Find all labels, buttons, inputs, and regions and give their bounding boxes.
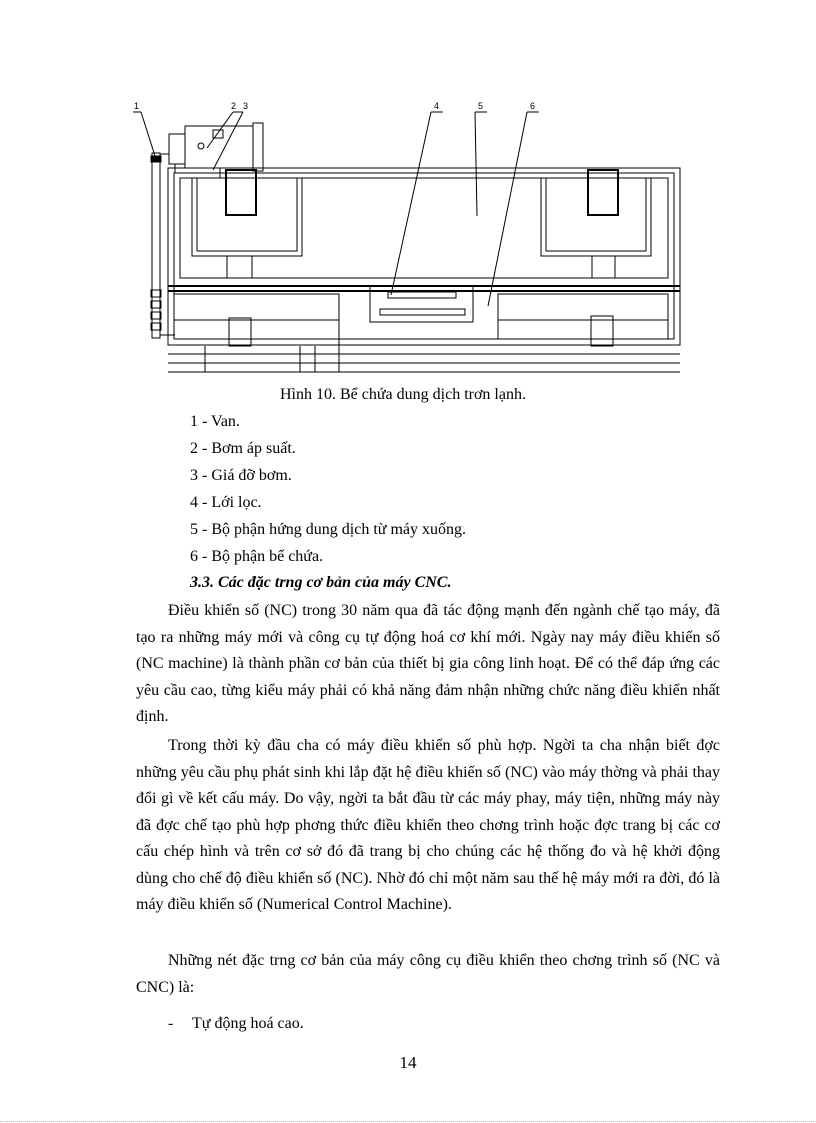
legend-item-2: 2 - Bơm áp suất. [190, 440, 296, 457]
page-bottom-border [0, 1121, 816, 1122]
filter-screen-upper [388, 292, 456, 298]
paragraph-3: Những nét đặc trng cơ bản của máy công cụ điều khiển theo chơng trình số (NC và CNC) là: [136, 952, 720, 996]
right-chamber [498, 294, 668, 339]
bullet-item [168, 1015, 304, 1033]
pump-head [169, 134, 185, 164]
figure-label-3: 3 [243, 101, 249, 111]
legend-item-4: 4 - Lới lọc. [190, 494, 262, 511]
pump-gauge [198, 143, 204, 149]
valve [151, 156, 161, 162]
paragraph-1: Điều khiển số (NC) trong 30 năm qua đã tác động mạnh đến ngành chế tạo máy, đã tạo ra những máy mới và công cụ tự động hoá cơ khí mới. Ngày nay máy điều khiển số (NC machine) là thành phần cơ bản của thiết bị gia công linh hoạt. Để có thể đáp ứng các yêu cầu cao, từng kiểu máy phải có khả năng đảm nhận những chức năng điều khiển nhất định. [136, 602, 720, 725]
figure-label-1: 1 [134, 101, 140, 111]
filter-screen-lower [380, 309, 465, 315]
paragraph-2: Trong thời kỳ đầu cha có máy điều khiển số phù hợp. Ngời ta cha nhận biết đợc những yêu cầu phụ phát sinh khi lắp đặt hệ điều khiển số (NC) vào máy thờng và phải thay đổi gì về kết cấu máy. Do vậy, ngời ta bắt đầu từ các máy phay, máy tiện, những máy này đã đợc chế tạo phù hợp phơng thức điều khiển theo chơng trình hoặc đợc trang bị các cơ cấu chép hình và trên cơ sở đó đã trang bị cho chúng các hệ thống đo và hệ khởi động dùng cho chế độ điều khiển số (NC). Nhờ đó chỉ một năm sau thế hệ máy mới ra đời, đó là máy điều khiển số (Numerical Control Machine). [136, 737, 720, 913]
leader [141, 112, 155, 156]
legend-item-5: 5 - Bộ phận hứng dung dịch từ máy xuống. [190, 521, 466, 538]
tank-diagram [125, 98, 685, 378]
left-block [226, 170, 256, 215]
leader [207, 112, 233, 148]
section-heading: 3.3. Các đặc trng cơ bản của máy CNC. [190, 574, 452, 591]
left-chamber [174, 294, 339, 339]
legend-item-3: 3 - Giá đỡ bơm. [190, 467, 292, 484]
legend-item-1: 1 - Van. [190, 413, 240, 430]
bullet-marker: - [168, 1015, 174, 1032]
figure-label-2: 2 [231, 101, 237, 111]
left-foot [229, 318, 251, 346]
figure-label-4: 4 [434, 101, 440, 111]
bullet-text: Tự động hoá cao. [192, 1015, 304, 1032]
figure-label-5: 5 [478, 101, 484, 111]
page-number: 14 [399, 1053, 417, 1072]
leader [475, 112, 477, 216]
leader [213, 112, 243, 170]
legend-item-6: 6 - Bộ phận bể chứa. [190, 548, 324, 565]
right-block [588, 170, 618, 215]
leader [488, 112, 527, 306]
pump-body [185, 126, 253, 168]
figure-label-6: 6 [530, 101, 536, 111]
motor-cap [253, 123, 263, 171]
right-tray-outer [541, 178, 651, 256]
left-tray-outer [192, 178, 302, 256]
figure-caption: Hình 10. Bể chứa dung dịch trơn lạnh. [280, 386, 526, 403]
catch-basin [180, 178, 668, 278]
leader [391, 112, 431, 295]
pipe [152, 153, 160, 338]
